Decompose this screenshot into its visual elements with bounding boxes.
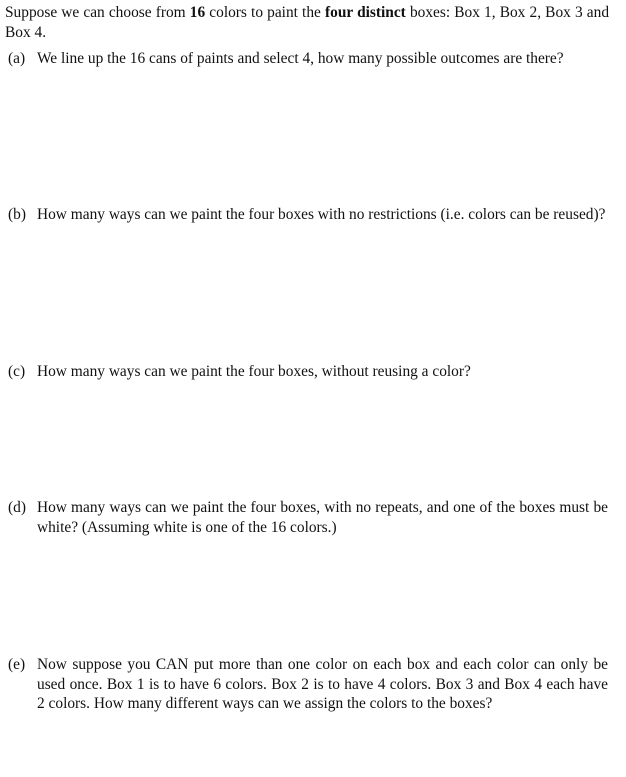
intro-text-1: Suppose we can choose from (5, 4, 190, 21)
question-d (8, 498, 608, 537)
intro-text-3: boxes: Box 1, Box 2, Box 3 and Box 4. (5, 4, 610, 41)
question-e-text: Now suppose you CAN put more than one color on each box and each color can only be used once. Box 1 is to have 6 colors. Box 2 is to have 4 colors. Box 3 and Box 4 each have 2 colors. How many different ways can we assign the colors to the boxes? (37, 656, 608, 713)
question-d-text: How many ways can we paint the four boxes, with no repeats, and one of the boxes must be white? (Assuming white is one of the 16 colors.) (37, 499, 608, 536)
question-c (8, 362, 608, 382)
intro-num-colors: 16 (189, 4, 206, 21)
question-e (8, 655, 608, 714)
question-b-text: How many ways can we paint the four boxes with no restrictions (i.e. colors can be reused)? (37, 206, 606, 223)
question-a-label: (a) (8, 50, 26, 67)
question-a-text: We line up the 16 cans of paints and select 4, how many possible outcomes are there? (37, 50, 564, 67)
question-c-text: How many ways can we paint the four boxes, without reusing a color? (37, 363, 471, 380)
intro-emphasis: four distinct (325, 4, 406, 21)
question-a (8, 49, 608, 69)
question-b (8, 205, 608, 225)
intro-text-2: colors to paint the (205, 4, 325, 21)
question-b-label: (b) (8, 206, 26, 223)
question-c-label: (c) (8, 363, 26, 380)
question-e-label: (e) (8, 656, 26, 673)
question-d-label: (d) (8, 499, 26, 516)
problem-intro (5, 3, 609, 42)
